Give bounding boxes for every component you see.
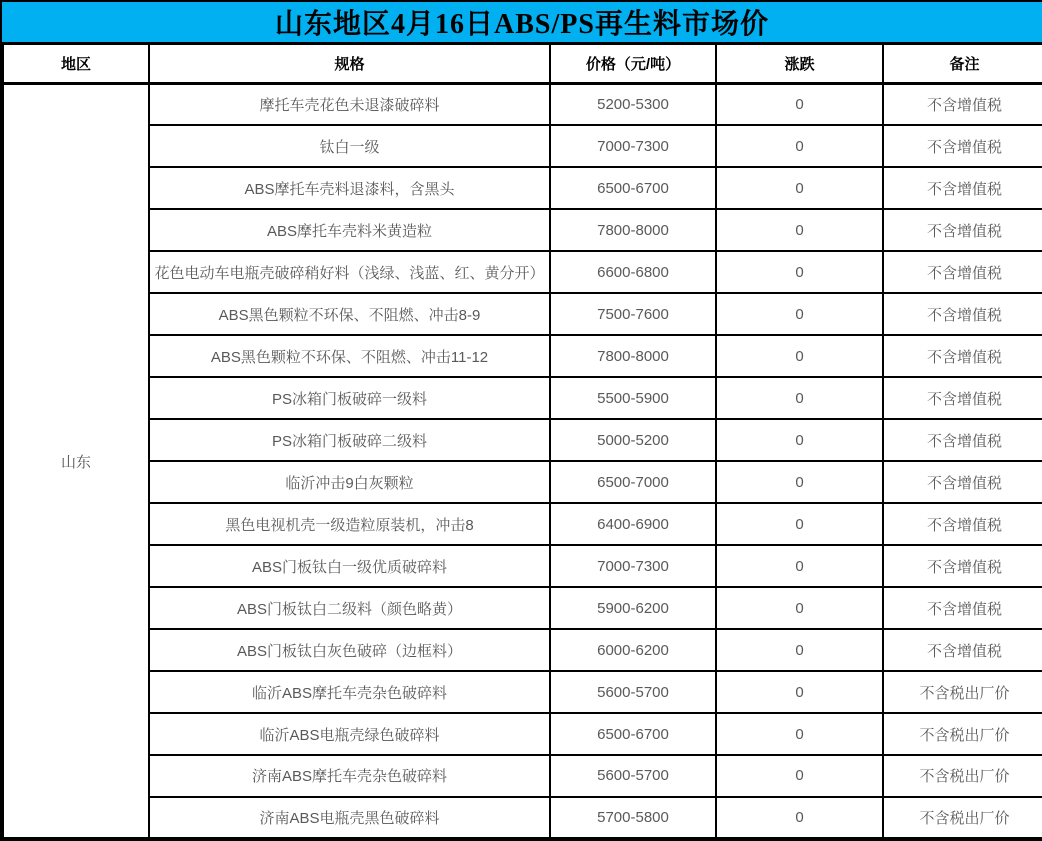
change-cell: 0	[716, 377, 883, 419]
table-row	[3, 335, 1042, 377]
table-body	[3, 84, 1042, 840]
spec-cell: 临沂ABS电瓶壳绿色破碎料	[149, 713, 550, 755]
note-cell: 不含增值税	[883, 209, 1042, 251]
change-cell: 0	[716, 84, 883, 126]
spec-cell: ABS门板钛白二级料（颜色略黄）	[149, 587, 550, 629]
page-title: 山东地区4月16日ABS/PS再生料市场价	[2, 2, 1042, 42]
note-cell: 不含税出厂价	[883, 713, 1042, 755]
column-header-change: 涨跌	[716, 44, 883, 84]
change-cell: 0	[716, 503, 883, 545]
note-cell: 不含增值税	[883, 629, 1042, 671]
note-cell: 不含税出厂价	[883, 671, 1042, 713]
table-row	[3, 377, 1042, 419]
note-cell: 不含增值税	[883, 293, 1042, 335]
price-cell: 5500-5900	[550, 377, 716, 419]
change-cell: 0	[716, 419, 883, 461]
change-cell: 0	[716, 461, 883, 503]
change-cell: 0	[716, 293, 883, 335]
table-row	[3, 293, 1042, 335]
table-row	[3, 419, 1042, 461]
note-cell: 不含税出厂价	[883, 797, 1042, 839]
spec-cell: ABS黑色颗粒不环保、不阻燃、冲击11-12	[149, 335, 550, 377]
price-cell: 6500-6700	[550, 167, 716, 209]
change-cell: 0	[716, 797, 883, 839]
price-cell: 7800-8000	[550, 209, 716, 251]
note-cell: 不含增值税	[883, 84, 1042, 126]
table-header	[3, 44, 1042, 84]
spec-cell: PS冰箱门板破碎一级料	[149, 377, 550, 419]
column-header-price: 价格（元/吨）	[550, 44, 716, 84]
price-cell: 6500-7000	[550, 461, 716, 503]
change-cell: 0	[716, 251, 883, 293]
spec-cell: 花色电动车电瓶壳破碎稍好料（浅绿、浅蓝、红、黄分开）	[149, 251, 550, 293]
table-row	[3, 84, 1042, 126]
change-cell: 0	[716, 755, 883, 797]
note-cell: 不含增值税	[883, 419, 1042, 461]
change-cell: 0	[716, 335, 883, 377]
price-cell: 6600-6800	[550, 251, 716, 293]
note-cell: 不含增值税	[883, 335, 1042, 377]
spec-cell: PS冰箱门板破碎二级料	[149, 419, 550, 461]
note-cell: 不含税出厂价	[883, 755, 1042, 797]
change-cell: 0	[716, 629, 883, 671]
change-cell: 0	[716, 671, 883, 713]
note-cell: 不含增值税	[883, 167, 1042, 209]
note-cell: 不含增值税	[883, 125, 1042, 167]
spec-cell: ABS黑色颗粒不环保、不阻燃、冲击8-9	[149, 293, 550, 335]
spec-cell: 钛白一级	[149, 125, 550, 167]
price-cell: 6400-6900	[550, 503, 716, 545]
spec-cell: 摩托车壳花色未退漆破碎料	[149, 84, 550, 126]
spec-cell: ABS摩托车壳料退漆料，含黑头	[149, 167, 550, 209]
table-row	[3, 251, 1042, 293]
price-cell: 5600-5700	[550, 671, 716, 713]
table-row	[3, 167, 1042, 209]
table-row	[3, 125, 1042, 167]
change-cell: 0	[716, 209, 883, 251]
note-cell: 不含增值税	[883, 503, 1042, 545]
table-row	[3, 671, 1042, 713]
change-cell: 0	[716, 167, 883, 209]
header-row	[3, 44, 1042, 84]
price-cell: 7000-7300	[550, 545, 716, 587]
spec-cell: 黑色电视机壳一级造粒原装机，冲击8	[149, 503, 550, 545]
change-cell: 0	[716, 125, 883, 167]
table-row	[3, 587, 1042, 629]
price-cell: 7500-7600	[550, 293, 716, 335]
change-cell: 0	[716, 713, 883, 755]
price-cell: 7000-7300	[550, 125, 716, 167]
price-cell: 5900-6200	[550, 587, 716, 629]
table-row	[3, 629, 1042, 671]
price-cell: 7800-8000	[550, 335, 716, 377]
table-row	[3, 713, 1042, 755]
spec-cell: 临沂ABS摩托车壳杂色破碎料	[149, 671, 550, 713]
spec-cell: ABS门板钛白一级优质破碎料	[149, 545, 550, 587]
note-cell: 不含增值税	[883, 377, 1042, 419]
region-cell: 山东	[3, 84, 149, 840]
spec-cell: 临沂冲击9白灰颗粒	[149, 461, 550, 503]
price-cell: 5600-5700	[550, 755, 716, 797]
price-cell: 5200-5300	[550, 84, 716, 126]
table-row	[3, 797, 1042, 839]
price-cell: 5700-5800	[550, 797, 716, 839]
table-row	[3, 209, 1042, 251]
note-cell: 不含增值税	[883, 545, 1042, 587]
spec-cell: 济南ABS摩托车壳杂色破碎料	[149, 755, 550, 797]
column-header-spec: 规格	[149, 44, 550, 84]
table-row	[3, 545, 1042, 587]
change-cell: 0	[716, 587, 883, 629]
note-cell: 不含增值税	[883, 587, 1042, 629]
spec-cell: ABS摩托车壳料米黄造粒	[149, 209, 550, 251]
price-cell: 6000-6200	[550, 629, 716, 671]
change-cell: 0	[716, 545, 883, 587]
note-cell: 不含增值税	[883, 251, 1042, 293]
column-header-region: 地区	[3, 44, 149, 84]
spec-cell: 济南ABS电瓶壳黑色破碎料	[149, 797, 550, 839]
note-cell: 不含增值税	[883, 461, 1042, 503]
price-cell: 6500-6700	[550, 713, 716, 755]
price-table	[2, 42, 1042, 841]
table-row	[3, 461, 1042, 503]
price-cell: 5000-5200	[550, 419, 716, 461]
spec-cell: ABS门板钛白灰色破碎（边框料）	[149, 629, 550, 671]
table-row	[3, 755, 1042, 797]
table-row	[3, 503, 1042, 545]
column-header-note: 备注	[883, 44, 1042, 84]
